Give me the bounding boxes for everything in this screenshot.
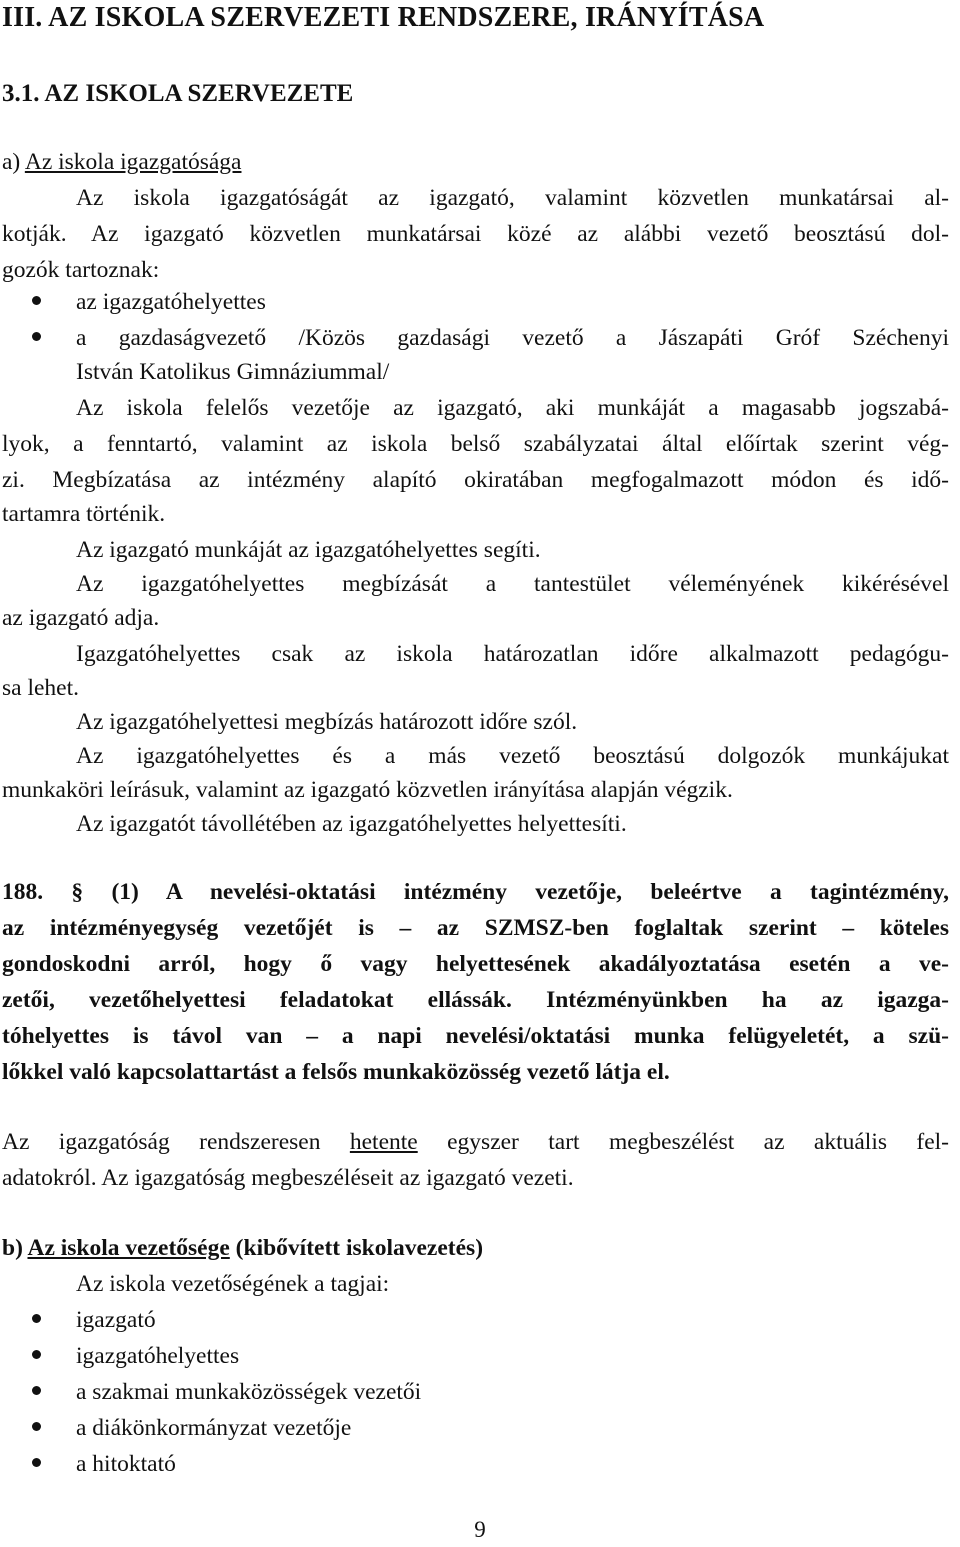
page-number: 9 (474, 1517, 486, 1542)
meeting-text: Az igazgatóság rendszeresen (2, 1129, 350, 1155)
bullet-icon (32, 1350, 41, 1359)
list-item: a hitoktató (76, 1451, 176, 1477)
bullet-icon (32, 1314, 41, 1323)
bullet-icon (32, 1386, 41, 1395)
law-section: § (1) A nevelési-oktatási intézmény vezetője, beleértve a tagintézmény, (71, 879, 950, 905)
part-b-title: Az iskola vezetősége (27, 1235, 230, 1261)
bullet-icon (32, 1422, 41, 1431)
part-b-title-suffix: (kibővített iskolavezetés) (229, 1235, 484, 1261)
chapter-heading: III. AZ ISKOLA SZERVEZETI RENDSZERE, IRÁNYÍTÁSA (2, 2, 765, 33)
list-item: igazgatóhelyettes (76, 1343, 240, 1369)
meeting-line: adatokról. Az igazgatóság megbeszéléseit az igazgató vezeti. (2, 1165, 574, 1191)
meeting-frequency: hetente (349, 1129, 418, 1155)
law-line: lőkkel való kapcsolattartást a felsős munkaközösség vezető látja el. (2, 1059, 670, 1085)
paragraph-line: Az igazgatóhelyettes és a más vezető beosztású dolgozók munkájukat (76, 743, 949, 769)
list-item: a diákönkormányzat vezetője (76, 1415, 352, 1441)
part-a-label: a) (2, 149, 25, 175)
part-a-heading (2, 148, 960, 176)
law-line: tóhelyettes is távol van – a napi nevelési/oktatási munka felügyeletét, a szü- (2, 1023, 949, 1049)
list-item: igazgató (76, 1307, 156, 1333)
paragraph-line: az igazgató adja. (2, 605, 160, 631)
part-a-title: Az iskola igazgatósága (24, 149, 242, 175)
bullet-icon (32, 1458, 41, 1467)
paragraph-line: gozók tartoznak: (2, 257, 160, 283)
law-number: 188. (2, 879, 72, 905)
law-line: az intézményegység vezetőjét is – az SZMSZ-ben foglaltak szerint – köteles (2, 915, 949, 941)
part-b-intro: Az iskola vezetőségének a tagjai: (76, 1271, 390, 1297)
paragraph-line: kotják. Az igazgató közvetlen munkatársai közé az alábbi vezető beosztású dol- (2, 221, 949, 247)
paragraph-line: Igazgatóhelyettes csak az iskola határozatlan időre alkalmazott pedagógu- (76, 641, 949, 667)
part-b-heading (2, 1234, 960, 1262)
paragraph-line: tartamra történik. (2, 501, 166, 527)
paragraph-line: sa lehet. (2, 675, 79, 701)
paragraph-line: Az igazgatóhelyettes megbízását a tantestület véleményének kikérésével (76, 571, 949, 597)
list-item: az igazgatóhelyettes (76, 289, 266, 315)
paragraph-line: zi. Megbízatása az intézmény alapító okiratában megfogalmazott módon és idő- (2, 467, 949, 493)
meeting-line (2, 1128, 949, 1156)
paragraph-line: lyok, a fenntartó, valamint az iskola belső szabályzatai által előírtak szerint vég- (2, 431, 949, 457)
section-heading: 3.1. AZ ISKOLA SZERVEZETE (2, 80, 354, 107)
paragraph-line: Az igazgatót távollétében az igazgatóhelyettes helyettesíti. (76, 811, 627, 837)
law-line: zetői, vezetőhelyettesi feladatokat ellássák. Intézményünkben ha az igazga- (2, 987, 949, 1013)
law-first-line (2, 878, 949, 906)
list-item: a szakmai munkaközösségek vezetői (76, 1379, 422, 1405)
bullet-icon (32, 296, 41, 305)
paragraph-line: Az iskola igazgatóságát az igazgató, valamint közvetlen munkatársai al- (76, 185, 949, 211)
paragraph-line: Az igazgatóhelyettesi megbízás határozott időre szól. (76, 709, 578, 735)
paragraph-line: Az igazgató munkáját az igazgatóhelyettes segíti. (76, 537, 541, 563)
list-item-continuation: István Katolikus Gimnáziummal/ (76, 359, 390, 385)
law-line: gondoskodni arról, hogy ő vagy helyettesének akadályoztatása esetén a ve- (2, 951, 949, 977)
list-item: a gazdaságvezető /Közös gazdasági vezető a Jászapáti Gróf Széchenyi (76, 325, 949, 351)
part-b-label: b) (2, 1235, 28, 1261)
meeting-text: egyszer tart megbeszélést az aktuális fel- (417, 1129, 950, 1155)
paragraph-line: munkaköri leírásuk, valamint az igazgató közvetlen irányítása alapján végzik. (2, 777, 733, 803)
paragraph-line: Az iskola felelős vezetője az igazgató, aki munkáját a magasabb jogszabá- (76, 395, 949, 421)
bullet-icon (32, 332, 41, 341)
